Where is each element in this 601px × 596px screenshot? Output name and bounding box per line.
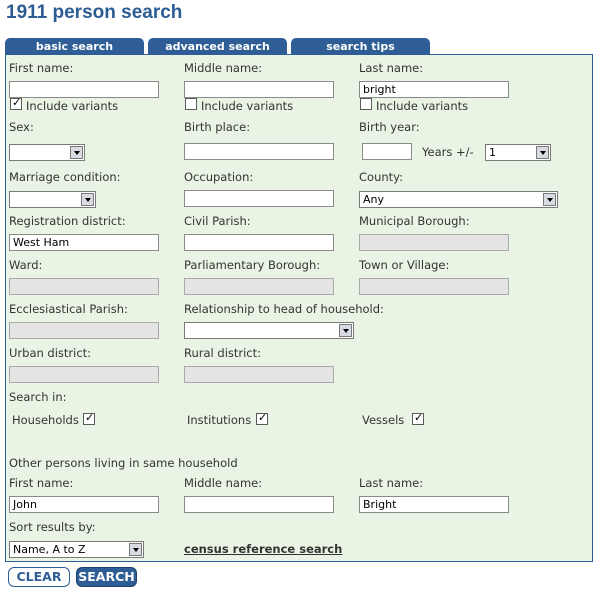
vessels-checkbox[interactable] xyxy=(412,413,424,425)
institutions-checkbox[interactable] xyxy=(256,413,268,425)
sex-select[interactable] xyxy=(9,144,85,161)
rural-district-input xyxy=(184,366,334,383)
chevron-down-icon xyxy=(81,193,94,206)
other-first-name-label: First name: xyxy=(9,476,74,490)
registration-district-label: Registration district: xyxy=(9,214,126,228)
chevron-down-icon xyxy=(543,193,556,206)
first-name-input[interactable] xyxy=(9,81,159,98)
urban-district-label: Urban district: xyxy=(9,346,92,360)
years-range-select[interactable]: 1 xyxy=(485,144,551,161)
years-range-label: Years +/- xyxy=(422,145,474,159)
ecclesiastical-parish-label: Ecclesiastical Parish: xyxy=(9,302,128,316)
ward-label: Ward: xyxy=(9,258,43,272)
tab-basic-search[interactable]: basic search xyxy=(5,38,144,55)
town-or-village-label: Town or Village: xyxy=(359,258,450,272)
first-name-label: First name: xyxy=(9,61,74,75)
ward-input xyxy=(9,278,159,295)
middle-name-input[interactable] xyxy=(184,81,334,98)
chevron-down-icon xyxy=(70,146,83,159)
birth-year-input[interactable] xyxy=(362,143,412,160)
parliamentary-borough-input xyxy=(184,278,334,295)
sort-results-select[interactable]: Name, A to Z xyxy=(9,541,144,558)
relationship-label: Relationship to head of household: xyxy=(184,302,384,316)
marriage-condition-select[interactable] xyxy=(9,191,96,208)
birth-place-label: Birth place: xyxy=(184,120,251,134)
birth-place-input[interactable] xyxy=(184,143,334,160)
last-name-input[interactable]: bright xyxy=(359,81,509,98)
search-button[interactable]: SEARCH xyxy=(76,567,137,587)
middle-name-variants-checkbox[interactable] xyxy=(185,98,197,110)
town-or-village-input xyxy=(359,278,509,295)
occupation-label: Occupation: xyxy=(184,170,254,184)
last-name-variants-checkbox[interactable] xyxy=(360,98,372,110)
civil-parish-label: Civil Parish: xyxy=(184,214,251,228)
middle-name-label: Middle name: xyxy=(184,61,263,75)
vessels-label: Vessels xyxy=(362,413,405,427)
census-reference-search-link[interactable]: census reference search xyxy=(184,542,343,556)
relationship-select[interactable] xyxy=(184,322,354,339)
first-name-variants-checkbox[interactable] xyxy=(10,98,22,110)
birth-year-label: Birth year: xyxy=(359,120,420,134)
county-select[interactable]: Any xyxy=(359,191,558,208)
last-name-variants-label: Include variants xyxy=(376,99,469,113)
urban-district-input xyxy=(9,366,159,383)
other-middle-name-input[interactable] xyxy=(184,496,334,513)
households-label: Households xyxy=(12,413,79,427)
page-title: 1911 person search xyxy=(6,2,183,23)
search-in-label: Search in: xyxy=(9,390,67,404)
occupation-input[interactable] xyxy=(184,190,334,207)
registration-district-input[interactable]: West Ham xyxy=(9,234,159,251)
other-last-name-input[interactable]: Bright xyxy=(359,496,509,513)
households-checkbox[interactable] xyxy=(83,413,95,425)
chevron-down-icon xyxy=(129,543,142,556)
last-name-label: Last name: xyxy=(359,61,424,75)
institutions-label: Institutions xyxy=(187,413,252,427)
chevron-down-icon xyxy=(339,324,352,337)
other-persons-heading: Other persons living in same household xyxy=(9,456,238,470)
sort-results-label: Sort results by: xyxy=(9,520,96,534)
ecclesiastical-parish-input xyxy=(9,322,159,339)
civil-parish-input[interactable] xyxy=(184,234,334,251)
other-last-name-label: Last name: xyxy=(359,476,424,490)
first-name-variants-label: Include variants xyxy=(26,99,119,113)
tab-search-tips[interactable]: search tips xyxy=(291,38,430,55)
marriage-condition-label: Marriage condition: xyxy=(9,170,121,184)
municipal-borough-label: Municipal Borough: xyxy=(359,214,470,228)
sex-label: Sex: xyxy=(9,120,34,134)
municipal-borough-input xyxy=(359,234,509,251)
middle-name-variants-label: Include variants xyxy=(201,99,294,113)
parliamentary-borough-label: Parliamentary Borough: xyxy=(184,258,321,272)
clear-button[interactable]: CLEAR xyxy=(8,567,70,587)
chevron-down-icon xyxy=(536,146,549,159)
other-first-name-input[interactable]: John xyxy=(9,496,159,513)
county-label: County: xyxy=(359,170,403,184)
tab-advanced-search[interactable]: advanced search xyxy=(148,38,287,55)
rural-district-label: Rural district: xyxy=(184,346,262,360)
other-middle-name-label: Middle name: xyxy=(184,476,263,490)
